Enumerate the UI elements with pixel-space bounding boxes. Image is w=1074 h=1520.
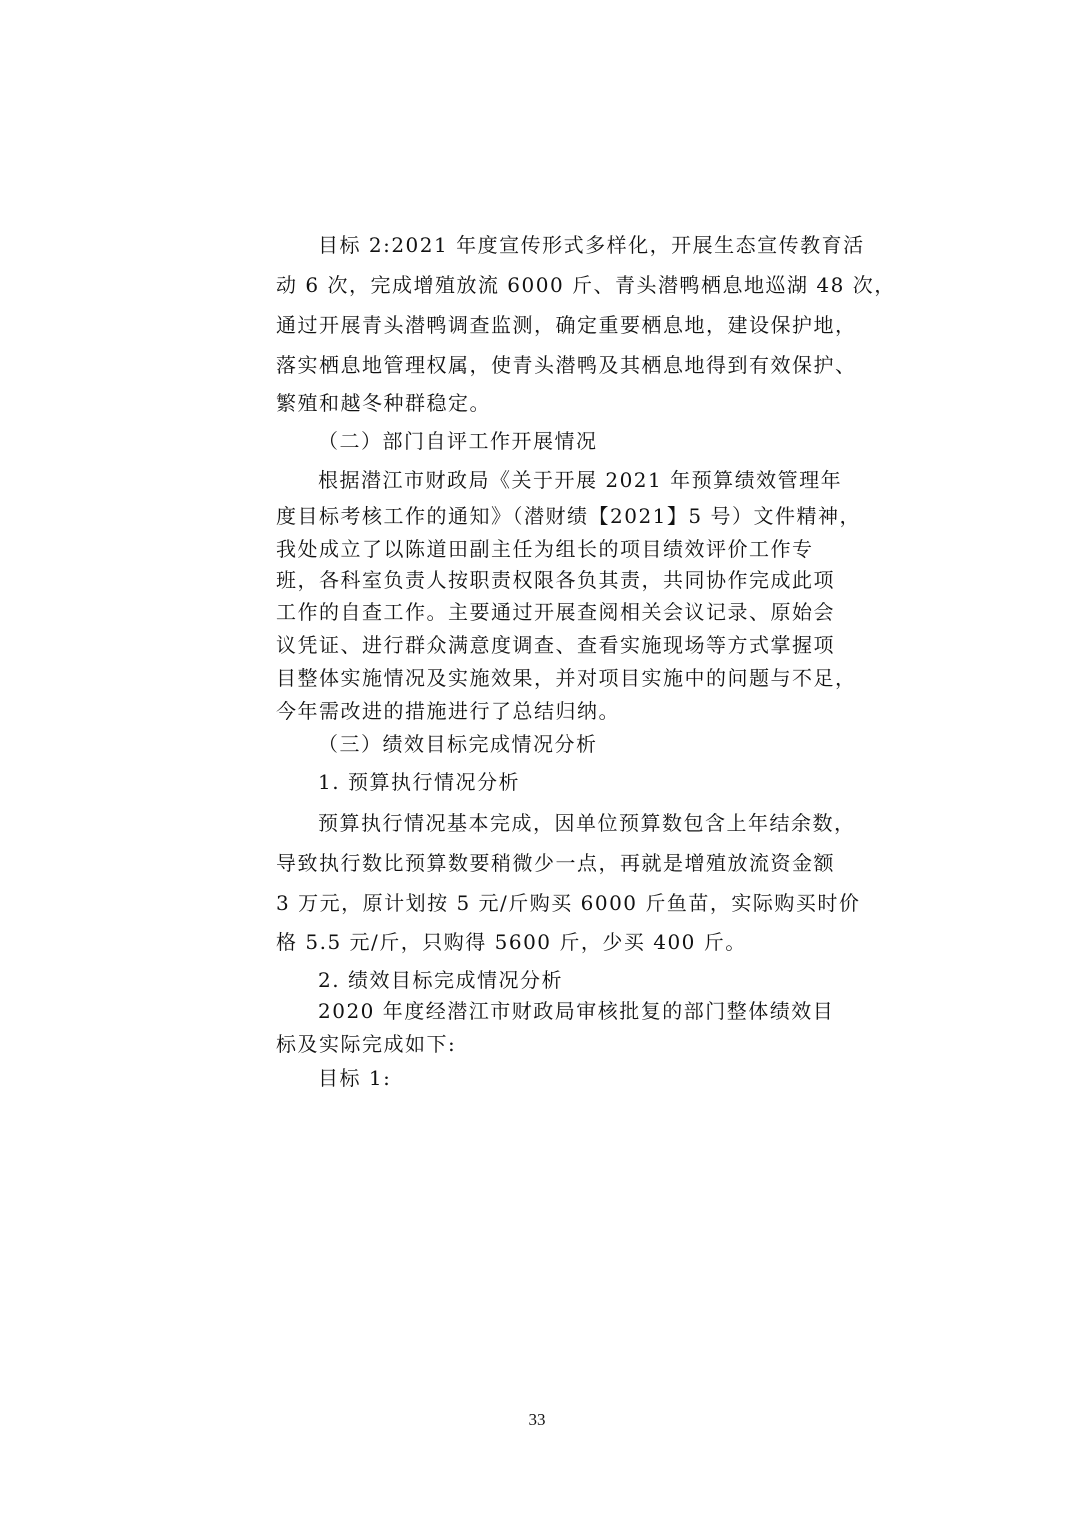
text-line: 2020 年度经潜江市财政局审核批复的部门整体绩效目 xyxy=(318,999,835,1023)
subsection-heading: 1. 预算执行情况分析 xyxy=(318,770,520,794)
text-line: 工作的自查工作。主要通过开展查阅相关会议记录、原始会 xyxy=(276,600,835,624)
text-line: 目标 2:2021 年度宣传形式多样化，开展生态宣传教育活 xyxy=(318,233,865,257)
text-line: 班，各科室负责人按职责权限各负其责，共同协作完成此项 xyxy=(276,568,835,592)
text-line: 动 6 次，完成增殖放流 6000 斤、青头潜鸭栖息地巡湖 48 次， xyxy=(276,273,896,297)
text-line: 今年需改进的措施进行了总结归纳。 xyxy=(276,699,620,723)
text-line: 标及实际完成如下: xyxy=(276,1032,457,1056)
section-heading: （三）绩效目标完成情况分析 xyxy=(318,732,598,756)
text-line: 3 万元，原计划按 5 元/斤购买 6000 斤鱼苗，实际购买时价 xyxy=(276,891,861,915)
page-number: 33 xyxy=(528,1410,546,1429)
text-line: 通过开展青头潜鸭调查监测，确定重要栖息地，建设保护地， xyxy=(276,313,857,337)
text-line: 格 5.5 元/斤，只购得 5600 斤，少买 400 斤。 xyxy=(276,930,747,954)
text-line: 预算执行情况基本完成，因单位预算数包含上年结余数， xyxy=(318,811,856,835)
text-line: 目标 1: xyxy=(318,1066,392,1090)
text-line: 落实栖息地管理权属，使青头潜鸭及其栖息地得到有效保护、 xyxy=(276,353,857,377)
section-heading: （二）部门自评工作开展情况 xyxy=(318,429,598,453)
text-line: 我处成立了以陈道田副主任为组长的项目绩效评价工作专 xyxy=(276,537,814,561)
text-line: 导致执行数比预算数要稍微少一点，再就是增殖放流资金额 xyxy=(276,851,835,875)
subsection-heading: 2. 绩效目标完成情况分析 xyxy=(318,968,563,992)
text-line: 目整体实施情况及实施效果，并对项目实施中的问题与不足， xyxy=(276,666,857,690)
text-line: 度目标考核工作的通知》（潜财绩【2021】5 号）文件精神， xyxy=(276,504,861,528)
text-line: 议凭证、进行群众满意度调查、查看实施现场等方式掌握项 xyxy=(276,633,835,657)
text-line: 繁殖和越冬种群稳定。 xyxy=(276,391,491,415)
text-line: 根据潜江市财政局《关于开展 2021 年预算绩效管理年 xyxy=(318,468,843,492)
